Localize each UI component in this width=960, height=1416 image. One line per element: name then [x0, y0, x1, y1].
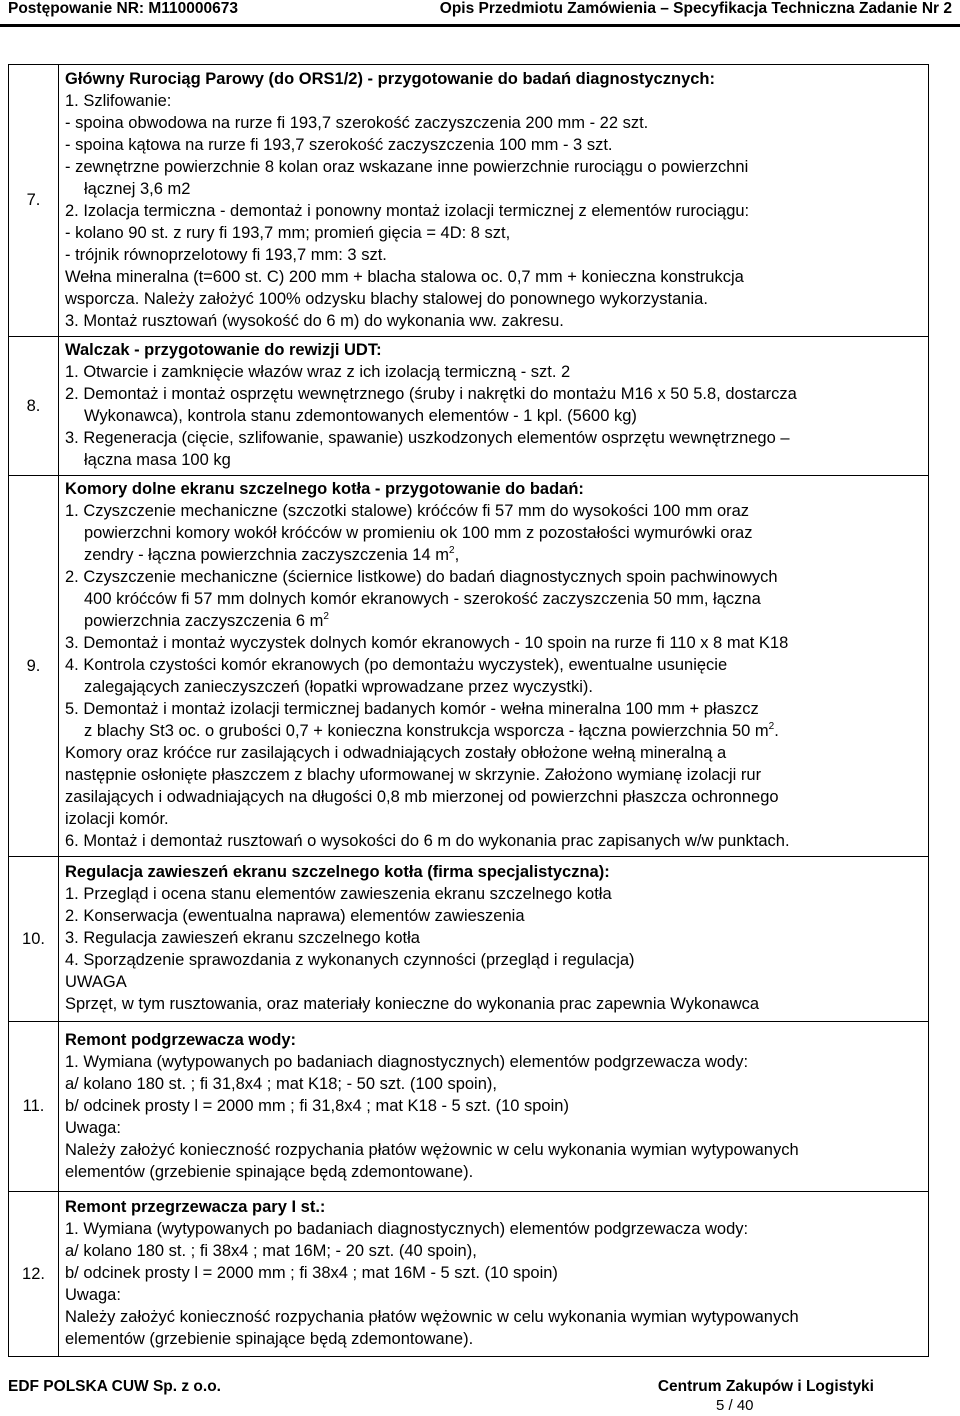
- row-line: 2. Czyszczenie mechaniczne (ściernice listkowe) do badań diagnostycznych spoin pachwinowych: [65, 568, 778, 586]
- superscript: 2: [449, 545, 455, 556]
- row-line: 6. Montaż i demontaż rusztowań o wysokości do 6 m do wykonania prac zapisanych w/w punktach.: [65, 832, 790, 850]
- row-line: 4. Sporządzenie sprawozdania z wykonanych czynności (przegląd i regulacja): [65, 951, 635, 969]
- specification-table: [8, 64, 929, 1357]
- row-line: zendry - łączna powierzchnia zaczyszczenia 14 $m^2$,: [84, 545, 460, 564]
- row-line: UWAGA: [65, 973, 127, 991]
- row-line: wsporcza. Należy założyć 100% odzysku blachy stalowej do ponownego wykorzystania.: [65, 289, 708, 308]
- row-line: - trójnik równoprzelotowy fi 193,7 mm: 3 szt.: [65, 245, 387, 264]
- row-content: [59, 65, 929, 337]
- row-line: izolacji komór.: [65, 810, 169, 828]
- row-line: 1. Czyszczenie mechaniczne (szczotki stalowe) króćców fi 57 mm do wysokości 100 mm oraz: [65, 502, 750, 520]
- row-line: elementów (grzebienie spinające będą zdemontowane).: [65, 1330, 474, 1348]
- table-row: [9, 857, 929, 1022]
- row-line: 1. Otwarcie i zamknięcie włazów wraz z ich izolacją termiczną - szt. 2: [65, 363, 571, 381]
- row-line: następnie osłonięte płaszczem z blachy uformowanej w skrzynie. Założono wymianę izolacji rur: [65, 766, 762, 784]
- row-number: 10.: [9, 857, 59, 1022]
- row-content: [59, 857, 929, 1022]
- row-line: elementów (grzebienie spinające będą zdemontowane).: [65, 1162, 474, 1181]
- page-number: 5 / 40: [716, 1397, 754, 1414]
- tender-number: Postępowanie NR: M110000673: [8, 0, 239, 17]
- table-row: [9, 65, 929, 337]
- table-row: [9, 1022, 929, 1192]
- row-line: Uwaga:: [65, 1286, 121, 1304]
- row-line: łącznej 3,6 m2: [84, 179, 191, 198]
- row-line: b/ odcinek prosty l = 2000 mm ; fi 31,8x4 ; mat K18 - 5 szt. (10 spoin): [65, 1096, 569, 1115]
- table-row: [9, 476, 929, 857]
- row-line: Wykonawca), kontrola stanu zdemontowanych elementów - 1 kpl. (5600 kg): [84, 407, 637, 425]
- row-title: Regulacja zawieszeń ekranu szczelnego kotła (firma specjalistyczna):: [65, 863, 610, 881]
- row-line: 3. Regulacja zawieszeń ekranu szczelnego kotła: [65, 929, 420, 947]
- row-line: 2. Konserwacja (ewentualna naprawa) elementów zawieszenia: [65, 907, 525, 925]
- row-line: powierzchnia zaczyszczenia 6 $m^2$: [84, 611, 329, 630]
- row-line: łączna masa 100 kg: [84, 451, 231, 469]
- row-line: a/ kolano 180 st. ; fi 31,8x4 ; mat K18; - 50 szt. (100 spoin),: [65, 1074, 497, 1093]
- row-line: - kolano 90 st. z rury fi 193,7 mm; promień gięcia = 4D: 8 szt,: [65, 223, 511, 242]
- row-line: - zewnętrzne powierzchnie 8 kolan oraz wskazane inne powierzchnie rurociągu o powierzchni: [65, 157, 749, 176]
- row-title: Walczak - przygotowanie do rewizji UDT:: [65, 341, 382, 359]
- page-footer: [0, 1376, 960, 1416]
- row-line: powierzchni komory wokół króćców w promieniu ok 100 mm z pozostałości wymurówki oraz: [84, 524, 753, 542]
- row-number: 12.: [9, 1192, 59, 1357]
- row-line: z blachy St3 oc. o grubości 0,7 + konieczna konstrukcja wsporcza - łączna powierzchnia 50 $m^2$.: [84, 721, 779, 740]
- superscript: 2: [768, 721, 775, 732]
- row-line: zalegających zanieczyszczeń (łopatki wprowadzane przez wyczystki).: [84, 678, 593, 696]
- row-line: zasilających i odwadniających na długości 0,8 mb mierzonej od powierzchni płaszcza ochronnego: [65, 788, 779, 806]
- row-line: Uwaga:: [65, 1118, 121, 1137]
- row-line: 400 króćców fi 57 mm dolnych komór ekranowych - szerokość zaczyszczenia 50 mm, łączna: [84, 590, 761, 608]
- row-line: Należy założyć konieczność rozpychania płatów wężownic w celu wykonania wymian wytypowanych: [65, 1308, 799, 1326]
- superscript: 2: [323, 611, 329, 622]
- row-line: - spoina obwodowa na rurze fi 193,7 szerokość zaczyszczenia 200 mm - 22 szt.: [65, 113, 649, 132]
- row-line: 1. Szlifowanie:: [65, 91, 172, 110]
- row-content: [59, 337, 929, 476]
- row-line: 4. Kontrola czystości komór ekranowych (po demontażu wyczystek), ewentualne usunięcie: [65, 656, 728, 674]
- row-line: - spoina kątowa na rurze fi 193,7 szerokość zaczyszczenia 100 mm - 3 szt.: [65, 135, 613, 154]
- row-title: Główny Rurociąg Parowy (do ORS1/2) - przygotowanie do badań diagnostycznych:: [65, 69, 715, 88]
- row-number: 8.: [9, 337, 59, 476]
- row-line: 1. Przegląd i ocena stanu elementów zawieszenia ekranu szczelnego kotła: [65, 885, 612, 903]
- row-content: [59, 476, 929, 857]
- document-title: Opis Przedmiotu Zamówienia – Specyfikacja Techniczna Zadanie Nr 2: [439, 0, 952, 17]
- row-line: 1. Wymiana (wytypowanych po badaniach diagnostycznych) elementów podgrzewacza wody:: [65, 1052, 749, 1071]
- row-line: 2. Demontaż i montaż osprzętu wewnętrznego (śruby i nakrętki do montażu M16 x 50 5.8, dostarcza: [65, 385, 797, 403]
- department-name: Centrum Zakupów i Logistyki: [657, 1378, 874, 1395]
- row-title: Remont podgrzewacza wody:: [65, 1030, 297, 1049]
- row-line: 2. Izolacja termiczna - demontaż i ponowny montaż izolacji termicznej z elementów rurociągu:: [65, 201, 750, 220]
- row-number: 9.: [9, 476, 59, 857]
- row-number: 11.: [9, 1022, 59, 1192]
- row-title: Komory dolne ekranu szczelnego kotła - przygotowanie do badań:: [65, 480, 584, 498]
- company-name: EDF POLSKA CUW Sp. z o.o.: [8, 1378, 221, 1395]
- row-line: 5. Demontaż i montaż izolacji termicznej badanych komór - wełna mineralna 100 mm + płaszcz: [65, 700, 759, 718]
- row-line: 3. Regeneracja (cięcie, szlifowanie, spawanie) uszkodzonych elementów osprzętu wewnętrznego –: [65, 429, 790, 447]
- table-row: [9, 1192, 929, 1357]
- row-content: [59, 1022, 929, 1192]
- row-line: Komory oraz króćce rur zasilających i odwadniających zostały obłożone wełną mineralną a: [65, 744, 727, 762]
- row-line: 1. Wymiana (wytypowanych po badaniach diagnostycznych) elementów podgrzewacza wody:: [65, 1220, 749, 1238]
- row-line: Wełna mineralna (t=600 st. C) 200 mm + blacha stalowa oc. 0,7 mm + konieczna konstrukcja: [65, 267, 744, 286]
- row-line: 3. Montaż rusztowań (wysokość do 6 m) do wykonania ww. zakresu.: [65, 311, 564, 330]
- row-line: b/ odcinek prosty l = 2000 mm ; fi 38x4 ; mat 16M - 5 szt. (10 spoin): [65, 1264, 558, 1282]
- row-line: 3. Demontaż i montaż wyczystek dolnych komór ekranowych - 10 spoin na rurze fi 110 x 8 mat K18: [65, 634, 789, 652]
- row-line: Sprzęt, w tym rusztowania, oraz materiały konieczne do wykonania prac zapewnia Wykonawca: [65, 995, 760, 1013]
- row-line: Należy założyć konieczność rozpychania płatów wężownic w celu wykonania wymian wytypowanych: [65, 1140, 799, 1159]
- row-title: Remont przegrzewacza pary I st.:: [65, 1198, 326, 1216]
- header-divider: [0, 24, 960, 27]
- row-line: a/ kolano 180 st. ; fi 38x4 ; mat 16M; - 20 szt. (40 spoin),: [65, 1242, 477, 1260]
- row-number: 7.: [9, 65, 59, 337]
- table-row: [9, 337, 929, 476]
- row-content: [59, 1192, 929, 1357]
